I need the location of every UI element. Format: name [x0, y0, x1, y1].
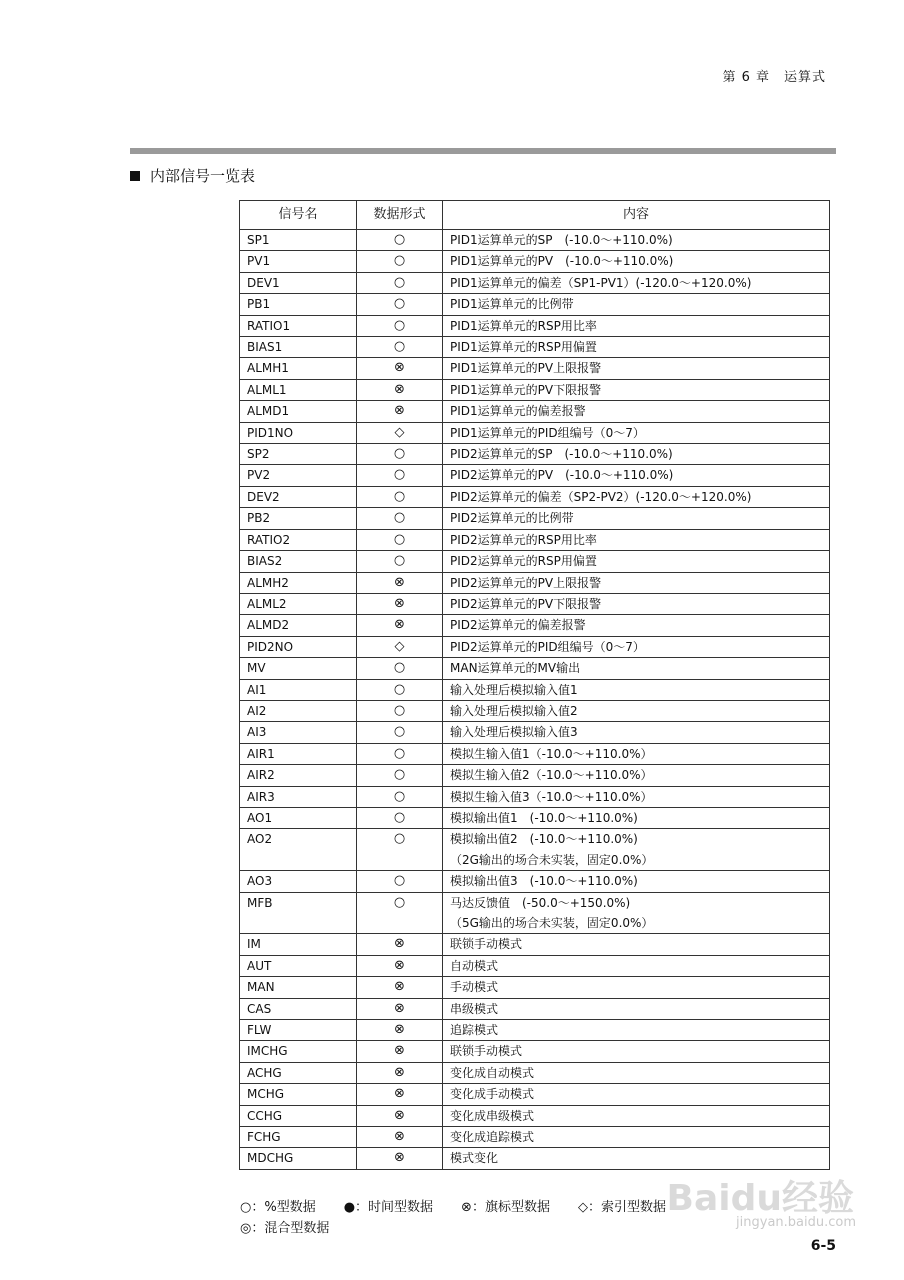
header-content: 内容 [443, 201, 830, 230]
table-row [240, 294, 830, 315]
content-cell: 自动模式 [443, 955, 830, 976]
data-format-cell: ⊗ [357, 1127, 443, 1148]
signal-name-cell: FLW [240, 1020, 357, 1041]
chapter-header: 第 6 章 运算式 [722, 70, 826, 85]
table-row [240, 465, 830, 486]
table-row [240, 1062, 830, 1083]
table-row [240, 1127, 830, 1148]
table-row [240, 1084, 830, 1105]
signal-name-cell: MCHG [240, 1084, 357, 1105]
data-format-cell: ○ [357, 508, 443, 529]
table-row [240, 679, 830, 700]
signal-name-cell: SP1 [240, 230, 357, 251]
data-format-cell: ○ [357, 294, 443, 315]
table-row [240, 743, 830, 764]
table-row [240, 700, 830, 721]
data-format-cell: ○ [357, 871, 443, 892]
content-cell: PID1运算单元的SP (-10.0～+110.0%) [443, 230, 830, 251]
legend-index: ◇：索引型数据 [577, 1200, 666, 1215]
content-cell: MAN运算单元的MV输出 [443, 658, 830, 679]
signal-name-cell: DEV1 [240, 272, 357, 293]
content-cell: 模拟输出值2 (-10.0～+110.0%) （2G输出的场合未实装，固定0.0%） [443, 829, 830, 871]
table-row [240, 829, 830, 871]
content-cell: 模拟生输入值2（-10.0～+110.0%） [443, 765, 830, 786]
table-row [240, 337, 830, 358]
data-format-cell: ◇ [357, 422, 443, 443]
data-format-cell: ○ [357, 807, 443, 828]
data-format-cell: ○ [357, 529, 443, 550]
signal-name-cell: ACHG [240, 1062, 357, 1083]
content-cell: 输入处理后模拟输入值2 [443, 700, 830, 721]
content-cell: PID1运算单元的PV (-10.0～+110.0%) [443, 251, 830, 272]
signal-name-cell: AIR1 [240, 743, 357, 764]
signal-name-cell: FCHG [240, 1127, 357, 1148]
signal-name-cell: CAS [240, 998, 357, 1019]
signal-name-cell: CCHG [240, 1105, 357, 1126]
data-format-cell: ⊗ [357, 615, 443, 636]
data-format-cell: ○ [357, 337, 443, 358]
content-cell: 模拟输出值3 (-10.0～+110.0%) [443, 871, 830, 892]
content-cell: 输入处理后模拟输入值1 [443, 679, 830, 700]
table-row [240, 422, 830, 443]
content-cell: 变化成手动模式 [443, 1084, 830, 1105]
content-cell: PID2运算单元的PV上限报警 [443, 572, 830, 593]
content-cell: PID2运算单元的PID组编号（0～7） [443, 636, 830, 657]
data-format-cell: ○ [357, 765, 443, 786]
content-cell: PID1运算单元的RSP用偏置 [443, 337, 830, 358]
data-format-cell: ⊗ [357, 379, 443, 400]
data-format-cell: ○ [357, 679, 443, 700]
table-row [240, 934, 830, 955]
signal-name-cell: PB1 [240, 294, 357, 315]
content-cell: 变化成串级模式 [443, 1105, 830, 1126]
data-format-cell: ○ [357, 444, 443, 465]
signal-name-cell: IMCHG [240, 1041, 357, 1062]
signal-name-cell: PID1NO [240, 422, 357, 443]
data-format-cell: ○ [357, 786, 443, 807]
table-row [240, 955, 830, 976]
data-format-cell: ⊗ [357, 955, 443, 976]
data-format-cell: ⊗ [357, 1062, 443, 1083]
table-row [240, 1148, 830, 1169]
data-format-cell: ○ [357, 251, 443, 272]
signal-name-cell: PV2 [240, 465, 357, 486]
table-row [240, 444, 830, 465]
signal-name-cell: SP2 [240, 444, 357, 465]
content-cell: 追踪模式 [443, 1020, 830, 1041]
data-format-cell: ⊗ [357, 401, 443, 422]
signal-name-cell: AIR2 [240, 765, 357, 786]
legend-mixed: ◎：混合型数据 [240, 1221, 330, 1236]
content-cell: PID1运算单元的RSP用比率 [443, 315, 830, 336]
data-format-cell: ○ [357, 486, 443, 507]
content-cell: 模拟输出值1 (-10.0～+110.0%) [443, 807, 830, 828]
table-row [240, 315, 830, 336]
content-cell: PID1运算单元的PV上限报警 [443, 358, 830, 379]
table-row [240, 572, 830, 593]
content-cell: PID2运算单元的PV (-10.0～+110.0%) [443, 465, 830, 486]
table-row [240, 658, 830, 679]
content-cell: PID1运算单元的偏差（SP1-PV1）(-120.0～+120.0%) [443, 272, 830, 293]
data-format-cell: ⊗ [357, 977, 443, 998]
signal-name-cell: AO2 [240, 829, 357, 871]
signal-name-cell: ALML1 [240, 379, 357, 400]
content-cell: PID2运算单元的偏差报警 [443, 615, 830, 636]
table-row [240, 871, 830, 892]
content-cell: PID2运算单元的RSP用比率 [443, 529, 830, 550]
table-row [240, 1041, 830, 1062]
data-format-cell: ⊗ [357, 1148, 443, 1169]
content-cell: PID2运算单元的SP (-10.0～+110.0%) [443, 444, 830, 465]
legend [240, 1197, 694, 1239]
signal-name-cell: ALMD2 [240, 615, 357, 636]
signal-name-cell: BIAS1 [240, 337, 357, 358]
square-bullet-icon [130, 171, 140, 181]
table-row [240, 807, 830, 828]
signal-name-cell: ALMH2 [240, 572, 357, 593]
content-cell: PID1运算单元的偏差报警 [443, 401, 830, 422]
table-row [240, 615, 830, 636]
content-cell: PID2运算单元的偏差（SP2-PV2）(-120.0～+120.0%) [443, 486, 830, 507]
table-row [240, 230, 830, 251]
table-row [240, 551, 830, 572]
content-cell: PID1运算单元的PID组编号（0～7） [443, 422, 830, 443]
content-cell: PID1运算单元的PV下限报警 [443, 379, 830, 400]
data-format-cell: ○ [357, 829, 443, 871]
signal-name-cell: MDCHG [240, 1148, 357, 1169]
signal-name-cell: AIR3 [240, 786, 357, 807]
table-row [240, 401, 830, 422]
page-number: 6-5 [810, 1238, 836, 1254]
signal-name-cell: AUT [240, 955, 357, 976]
data-format-cell: ◇ [357, 636, 443, 657]
data-format-cell: ○ [357, 272, 443, 293]
content-cell: 变化成自动模式 [443, 1062, 830, 1083]
signal-name-cell: IM [240, 934, 357, 955]
section-title [130, 165, 255, 186]
table-row [240, 1105, 830, 1126]
data-format-cell: ○ [357, 892, 443, 934]
header-rule [130, 148, 836, 154]
data-format-cell: ⊗ [357, 1084, 443, 1105]
signal-name-cell: ALML2 [240, 593, 357, 614]
content-cell: 模拟生输入值1（-10.0～+110.0%） [443, 743, 830, 764]
content-cell: 联锁手动模式 [443, 1041, 830, 1062]
table-row [240, 508, 830, 529]
table-row [240, 593, 830, 614]
signal-name-cell: DEV2 [240, 486, 357, 507]
signal-name-cell: MAN [240, 977, 357, 998]
table-row [240, 272, 830, 293]
baidu-watermark-url: jingyan.baidu.com [736, 1215, 856, 1230]
content-cell: 串级模式 [443, 998, 830, 1019]
data-format-cell: ○ [357, 700, 443, 721]
table-header-row [240, 201, 830, 230]
content-cell: 模式变化 [443, 1148, 830, 1169]
data-format-cell: ⊗ [357, 572, 443, 593]
data-format-cell: ○ [357, 743, 443, 764]
data-format-cell: ○ [357, 658, 443, 679]
signal-name-cell: AI2 [240, 700, 357, 721]
table-row [240, 998, 830, 1019]
table-row [240, 722, 830, 743]
signal-name-cell: ALMH1 [240, 358, 357, 379]
signal-name-cell: AI1 [240, 679, 357, 700]
table-row [240, 977, 830, 998]
table-row [240, 251, 830, 272]
content-cell: PID2运算单元的RSP用偏置 [443, 551, 830, 572]
legend-time: ●：时间型数据 [343, 1200, 434, 1215]
content-cell: PID2运算单元的比例带 [443, 508, 830, 529]
data-format-cell: ⊗ [357, 1020, 443, 1041]
table-row [240, 486, 830, 507]
signal-name-cell: AO3 [240, 871, 357, 892]
header-data-format: 数据形式 [357, 201, 443, 230]
data-format-cell: ○ [357, 315, 443, 336]
content-cell: 联锁手动模式 [443, 934, 830, 955]
data-format-cell: ⊗ [357, 358, 443, 379]
signal-name-cell: MV [240, 658, 357, 679]
content-cell: 手动模式 [443, 977, 830, 998]
signal-name-cell: BIAS2 [240, 551, 357, 572]
data-format-cell: ○ [357, 722, 443, 743]
legend-percent: ○：%型数据 [240, 1200, 316, 1215]
signal-name-cell: PB2 [240, 508, 357, 529]
data-format-cell: ⊗ [357, 593, 443, 614]
signal-name-cell: RATIO1 [240, 315, 357, 336]
table-row [240, 379, 830, 400]
table-row [240, 636, 830, 657]
data-format-cell: ⊗ [357, 1105, 443, 1126]
signal-name-cell: AO1 [240, 807, 357, 828]
data-format-cell: ○ [357, 465, 443, 486]
data-format-cell: ⊗ [357, 934, 443, 955]
legend-flag: ⊗：旗标型数据 [461, 1200, 550, 1215]
table-row [240, 1020, 830, 1041]
content-cell: PID2运算单元的PV下限报警 [443, 593, 830, 614]
baidu-watermark-logo: Baidu经验 [666, 1178, 854, 1219]
content-cell: 马达反馈值 (-50.0～+150.0%) （5G输出的场合未实装，固定0.0%） [443, 892, 830, 934]
signal-name-cell: PID2NO [240, 636, 357, 657]
signal-name-cell: RATIO2 [240, 529, 357, 550]
table-row [240, 358, 830, 379]
header-signal-name: 信号名 [240, 201, 357, 230]
content-cell: 模拟生输入值3（-10.0～+110.0%） [443, 786, 830, 807]
table-row [240, 529, 830, 550]
data-format-cell: ○ [357, 551, 443, 572]
signal-table [239, 200, 830, 1170]
content-cell: 变化成追踪模式 [443, 1127, 830, 1148]
data-format-cell: ⊗ [357, 998, 443, 1019]
section-title-text: 内部信号一览表 [150, 167, 256, 185]
signal-name-cell: AI3 [240, 722, 357, 743]
table-row [240, 765, 830, 786]
table-row [240, 786, 830, 807]
content-cell: PID1运算单元的比例带 [443, 294, 830, 315]
signal-name-cell: ALMD1 [240, 401, 357, 422]
signal-name-cell: MFB [240, 892, 357, 934]
data-format-cell: ⊗ [357, 1041, 443, 1062]
table-row [240, 892, 830, 934]
content-cell: 输入处理后模拟输入值3 [443, 722, 830, 743]
data-format-cell: ○ [357, 230, 443, 251]
signal-name-cell: PV1 [240, 251, 357, 272]
